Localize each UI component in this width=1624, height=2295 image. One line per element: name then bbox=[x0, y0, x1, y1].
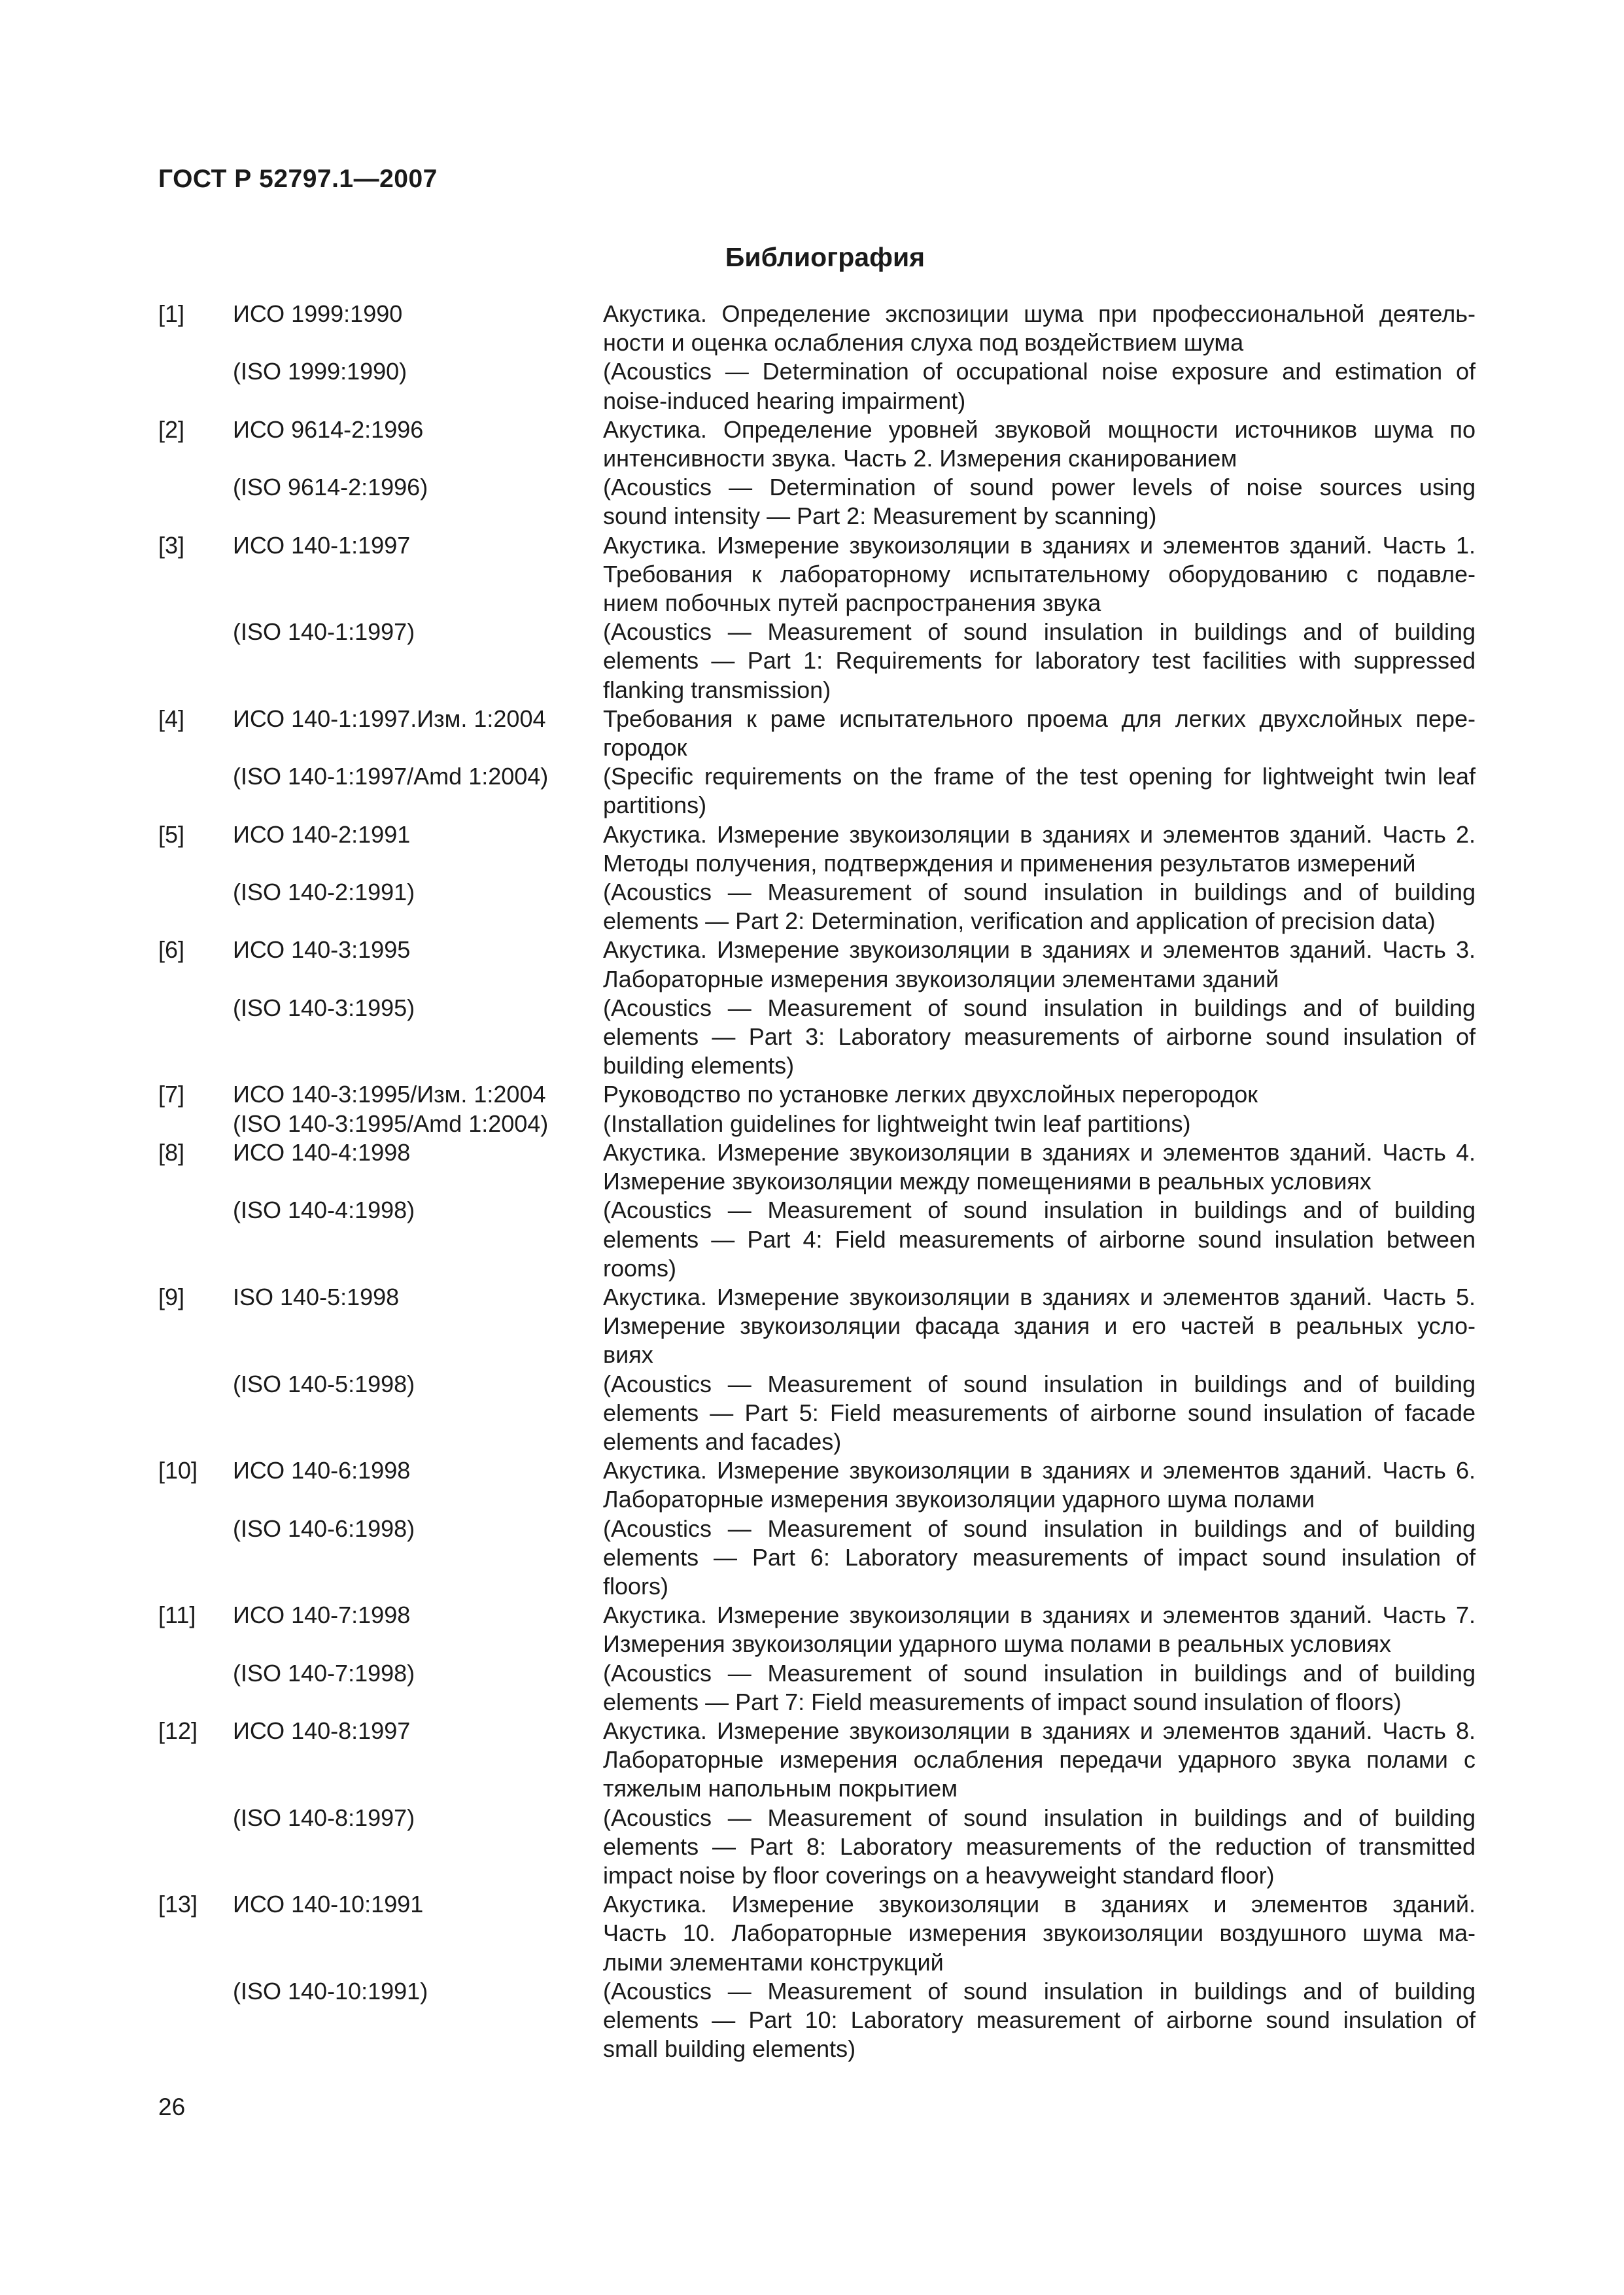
standard-code: ИСО 140-1:1997.Изм. 1:2004 bbox=[233, 705, 546, 732]
bibliography-entry bbox=[158, 1601, 1479, 1717]
title-line: elements — Part 5: Field measurements of airborne sound insulation of facade bbox=[603, 1399, 1476, 1426]
bibliography-entry bbox=[158, 820, 1479, 936]
standard-title bbox=[603, 531, 1476, 618]
title-line: Требования к раме испытательного проема для легких двухслойных пере- bbox=[603, 705, 1476, 732]
title-line: elements — Part 10: Laboratory measurement of airborne sound insulation of bbox=[603, 2006, 1476, 2033]
title-line: elements — Part 2: Determination, verification and application of precision data) bbox=[603, 907, 1436, 935]
entry-row-russian bbox=[158, 820, 1479, 878]
entry-number: [1] bbox=[158, 300, 185, 327]
title-line: (Acoustics — Determination of occupational noise exposure and estimation of bbox=[603, 358, 1476, 385]
bibliography-entry bbox=[158, 300, 1479, 415]
title-line: ности и оценка ослабления слуха под воздействием шума bbox=[603, 329, 1244, 357]
title-line: sound intensity — Part 2: Measurement by scanning) bbox=[603, 502, 1157, 530]
standard-code: ИСО 140-6:1998 bbox=[233, 1457, 411, 1484]
entry-row-russian bbox=[158, 1283, 1479, 1370]
title-line: Акустика. Определение уровней звуковой мощности источников шума по bbox=[603, 415, 1476, 443]
standard-code: (ISO 140-6:1998) bbox=[233, 1515, 415, 1542]
standard-title bbox=[603, 1138, 1476, 1196]
standard-code: (ISO 140-5:1998) bbox=[233, 1370, 415, 1397]
standard-code: ИСО 140-4:1998 bbox=[233, 1138, 411, 1166]
standard-code: (ISO 140-10:1991) bbox=[233, 1977, 428, 2005]
standard-code: ИСО 1999:1990 bbox=[233, 300, 403, 327]
entry-number: [5] bbox=[158, 820, 185, 848]
title-line: Акустика. Измерение звукоизоляции в зданиях и элементов зданий. Часть 4. bbox=[603, 1138, 1476, 1166]
entry-row-russian bbox=[158, 1717, 1479, 1804]
title-line: Требования к лабораторному испытательному оборудованию с подавле- bbox=[603, 560, 1476, 587]
bibliography-entry bbox=[158, 1717, 1479, 1890]
standard-title bbox=[603, 1196, 1476, 1283]
title-line: Акустика. Измерение звукоизоляции в зданиях и элементов зданий. bbox=[603, 1891, 1476, 1918]
standard-title bbox=[603, 1977, 1476, 2064]
standard-code: ИСО 140-2:1991 bbox=[233, 820, 411, 848]
title-line: (Acoustics — Measurement of sound insulation in buildings and of building bbox=[603, 1659, 1476, 1687]
title-line: floors) bbox=[603, 1572, 669, 1600]
standard-title bbox=[603, 1717, 1476, 1804]
entry-row-english bbox=[158, 1515, 1479, 1602]
standard-title bbox=[603, 1804, 1476, 1891]
title-line: Акустика. Измерение звукоизоляции в зданиях и элементов зданий. Часть 3. bbox=[603, 936, 1476, 964]
title-line: (Installation guidelines for lightweight twin leaf partitions) bbox=[603, 1110, 1191, 1137]
title-line: building elements) bbox=[603, 1052, 795, 1079]
entry-row-russian bbox=[158, 300, 1479, 357]
entry-row-english bbox=[158, 1977, 1479, 2064]
standard-code: ИСО 140-10:1991 bbox=[233, 1891, 424, 1918]
title-line: elements — Part 3: Laboratory measurements of airborne sound insulation of bbox=[603, 1023, 1476, 1051]
title-line: виях bbox=[603, 1341, 653, 1369]
standard-code: ИСО 9614-2:1996 bbox=[233, 415, 424, 443]
title-line: Лабораторные измерения звукоизоляции ударного шума полами bbox=[603, 1486, 1315, 1513]
bibliography-entry bbox=[158, 936, 1479, 1080]
standard-code: (ISO 1999:1990) bbox=[233, 358, 407, 385]
bibliography-entry bbox=[158, 705, 1479, 820]
entry-row-english bbox=[158, 994, 1479, 1081]
bibliography-entry bbox=[158, 1890, 1479, 2063]
standard-title bbox=[603, 1659, 1476, 1717]
entry-row-russian bbox=[158, 1138, 1479, 1196]
standard-code: ИСО 140-8:1997 bbox=[233, 1717, 411, 1744]
entry-row-russian bbox=[158, 415, 1479, 473]
standard-title bbox=[603, 415, 1476, 473]
title-line: elements — Part 4: Field measurements of airborne sound insulation between bbox=[603, 1225, 1476, 1253]
entry-row-russian bbox=[158, 1890, 1479, 1977]
title-line: (Acoustics — Measurement of sound insulation in buildings and of building bbox=[603, 1515, 1476, 1542]
title-line: Лабораторные измерения звукоизоляции элементами зданий bbox=[603, 965, 1279, 992]
standard-title bbox=[603, 936, 1476, 993]
entry-number: [8] bbox=[158, 1138, 185, 1166]
title-line: лыми элементами конструкций bbox=[603, 1948, 944, 1976]
bibliography-entry bbox=[158, 1080, 1479, 1138]
entry-row-english bbox=[158, 1196, 1479, 1283]
title-line: partitions) bbox=[603, 792, 707, 819]
title-line: elements — Part 8: Laboratory measurements of the reduction of transmitted bbox=[603, 1832, 1476, 1860]
section-title: Библиография bbox=[725, 242, 925, 272]
entry-row-russian bbox=[158, 1456, 1479, 1514]
entry-row-russian bbox=[158, 531, 1479, 618]
standard-title bbox=[603, 705, 1476, 762]
bibliography-entry bbox=[158, 1283, 1479, 1456]
entry-number: [2] bbox=[158, 415, 185, 443]
entry-row-english bbox=[158, 1659, 1479, 1717]
title-line: городок bbox=[603, 734, 687, 762]
entry-number: [9] bbox=[158, 1283, 185, 1310]
bibliography-entry bbox=[158, 415, 1479, 531]
standard-title bbox=[603, 1456, 1476, 1514]
standard-title bbox=[603, 473, 1476, 531]
title-line: нием побочных путей распространения звука bbox=[603, 589, 1101, 617]
title-line: (Acoustics — Measurement of sound insulation in buildings and of building bbox=[603, 1370, 1476, 1397]
entry-row-english bbox=[158, 1110, 1479, 1138]
standard-title bbox=[603, 762, 1476, 820]
title-line: (Acoustics — Measurement of sound insulation in buildings and of building bbox=[603, 1197, 1476, 1224]
standard-title bbox=[603, 1283, 1476, 1370]
title-line: Руководство по установке легких двухслойных перегородок bbox=[603, 1081, 1258, 1108]
title-line: Методы получения, подтверждения и применения результатов измерений bbox=[603, 849, 1416, 877]
standard-title bbox=[603, 1601, 1476, 1658]
standard-title bbox=[603, 878, 1476, 936]
standard-code: ИСО 140-3:1995/Изм. 1:2004 bbox=[233, 1081, 546, 1108]
standard-title bbox=[603, 1890, 1476, 1977]
entry-row-english bbox=[158, 618, 1479, 705]
bibliography-entry bbox=[158, 1456, 1479, 1601]
entry-number: [3] bbox=[158, 531, 185, 559]
title-line: flanking transmission) bbox=[603, 676, 831, 703]
standard-code: (ISO 140-8:1997) bbox=[233, 1804, 415, 1831]
entry-number: [4] bbox=[158, 705, 185, 732]
entry-number: [12] bbox=[158, 1717, 198, 1744]
entry-number: [13] bbox=[158, 1891, 198, 1918]
title-line: Лабораторные измерения ослабления передачи ударного звука полами с bbox=[603, 1746, 1476, 1774]
title-line: тяжелым напольным покрытием bbox=[603, 1775, 958, 1802]
title-line: Измерение звукоизоляции фасада здания и его частей в реальных усло- bbox=[603, 1312, 1476, 1340]
title-line: noise-induced hearing impairment) bbox=[603, 387, 966, 414]
title-line: rooms) bbox=[603, 1254, 677, 1282]
bibliography-entry bbox=[158, 1138, 1479, 1283]
entry-row-russian bbox=[158, 1080, 1479, 1109]
entry-row-russian bbox=[158, 1601, 1479, 1658]
standard-code: (ISO 140-1:1997/Amd 1:2004) bbox=[233, 763, 549, 790]
title-line: интенсивности звука. Часть 2. Измерения сканированием bbox=[603, 445, 1237, 472]
standard-title bbox=[603, 357, 1476, 415]
entry-row-english bbox=[158, 1804, 1479, 1891]
standard-title bbox=[603, 300, 1476, 357]
title-line: elements and facades) bbox=[603, 1428, 842, 1455]
entry-row-english bbox=[158, 1370, 1479, 1457]
title-line: (Acoustics — Measurement of sound insulation in buildings and of building bbox=[603, 618, 1476, 646]
standard-title bbox=[603, 1110, 1476, 1138]
standard-title bbox=[603, 994, 1476, 1081]
title-line: Измерения звукоизоляции ударного шума полами в реальных условиях bbox=[603, 1630, 1391, 1658]
bibliography-list bbox=[158, 300, 1479, 2063]
entry-row-russian bbox=[158, 705, 1479, 762]
title-line: (Acoustics — Measurement of sound insulation in buildings and of building bbox=[603, 1804, 1476, 1831]
page-number: 26 bbox=[158, 2094, 186, 2120]
standard-title bbox=[603, 1370, 1476, 1457]
standard-code: (ISO 140-2:1991) bbox=[233, 879, 415, 906]
title-line: elements — Part 1: Requirements for laboratory test facilities with suppressed bbox=[603, 647, 1476, 674]
title-line: elements — Part 6: Laboratory measurements of impact sound insulation of bbox=[603, 1543, 1476, 1571]
entry-row-english bbox=[158, 473, 1479, 531]
entry-number: [10] bbox=[158, 1457, 198, 1484]
title-line: (Acoustics — Measurement of sound insulation in buildings and of building bbox=[603, 1977, 1476, 2005]
entry-row-english bbox=[158, 357, 1479, 415]
bibliography-entry bbox=[158, 531, 1479, 705]
standard-code: ИСО 140-3:1995 bbox=[233, 936, 411, 964]
standard-code: (ISO 140-3:1995/Amd 1:2004) bbox=[233, 1110, 549, 1137]
entry-number: [11] bbox=[158, 1602, 196, 1629]
title-line: elements — Part 7: Field measurements of impact sound insulation of floors) bbox=[603, 1688, 1402, 1715]
entry-row-english bbox=[158, 878, 1479, 936]
entry-row-english bbox=[158, 762, 1479, 820]
title-line: Измерение звукоизоляции между помещениями в реальных условиях bbox=[603, 1168, 1372, 1195]
title-line: (Acoustics — Determination of sound power levels of noise sources using bbox=[603, 474, 1476, 501]
title-line: Акустика. Измерение звукоизоляции в зданиях и элементов зданий. Часть 8. bbox=[603, 1717, 1476, 1744]
standard-code: (ISO 140-1:1997) bbox=[233, 618, 415, 646]
title-line: Акустика. Измерение звукоизоляции в зданиях и элементов зданий. Часть 5. bbox=[603, 1283, 1476, 1310]
title-line: impact noise by floor coverings on a heavyweight standard floor) bbox=[603, 1861, 1275, 1889]
title-line: (Specific requirements on the frame of the test opening for lightweight twin leaf bbox=[603, 763, 1476, 790]
title-line: Часть 10. Лабораторные измерения звукоизоляции воздушного шума ма- bbox=[603, 1919, 1476, 1947]
standard-code: ИСО 140-1:1997 bbox=[233, 531, 411, 559]
standard-title bbox=[603, 1080, 1476, 1109]
title-line: Акустика. Определение экспозиции шума при профессиональной деятель- bbox=[603, 300, 1476, 327]
standard-code: (ISO 140-3:1995) bbox=[233, 994, 415, 1021]
title-line: Акустика. Измерение звукоизоляции в зданиях и элементов зданий. Часть 2. bbox=[603, 820, 1476, 848]
title-line: Акустика. Измерение звукоизоляции в зданиях и элементов зданий. Часть 1. bbox=[603, 531, 1476, 559]
standard-code: (ISO 140-7:1998) bbox=[233, 1659, 415, 1687]
title-line: (Acoustics — Measurement of sound insulation in buildings and of building bbox=[603, 879, 1476, 906]
standard-code: (ISO 9614-2:1996) bbox=[233, 474, 428, 501]
entry-number: [7] bbox=[158, 1081, 185, 1108]
entry-row-russian bbox=[158, 936, 1479, 993]
title-line: (Acoustics — Measurement of sound insulation in buildings and of building bbox=[603, 994, 1476, 1021]
standard-code: ISO 140-5:1998 bbox=[233, 1283, 400, 1310]
standard-code: (ISO 140-4:1998) bbox=[233, 1197, 415, 1224]
title-line: Акустика. Измерение звукоизоляции в зданиях и элементов зданий. Часть 7. bbox=[603, 1602, 1476, 1629]
title-line: small building elements) bbox=[603, 2035, 856, 2063]
standard-title bbox=[603, 618, 1476, 705]
standard-title bbox=[603, 820, 1476, 878]
standard-code: ИСО 140-7:1998 bbox=[233, 1602, 411, 1629]
entry-number: [6] bbox=[158, 936, 185, 964]
title-line: Акустика. Измерение звукоизоляции в зданиях и элементов зданий. Часть 6. bbox=[603, 1457, 1476, 1484]
document-header: ГОСТ Р 52797.1—2007 bbox=[158, 165, 438, 193]
standard-title bbox=[603, 1515, 1476, 1602]
